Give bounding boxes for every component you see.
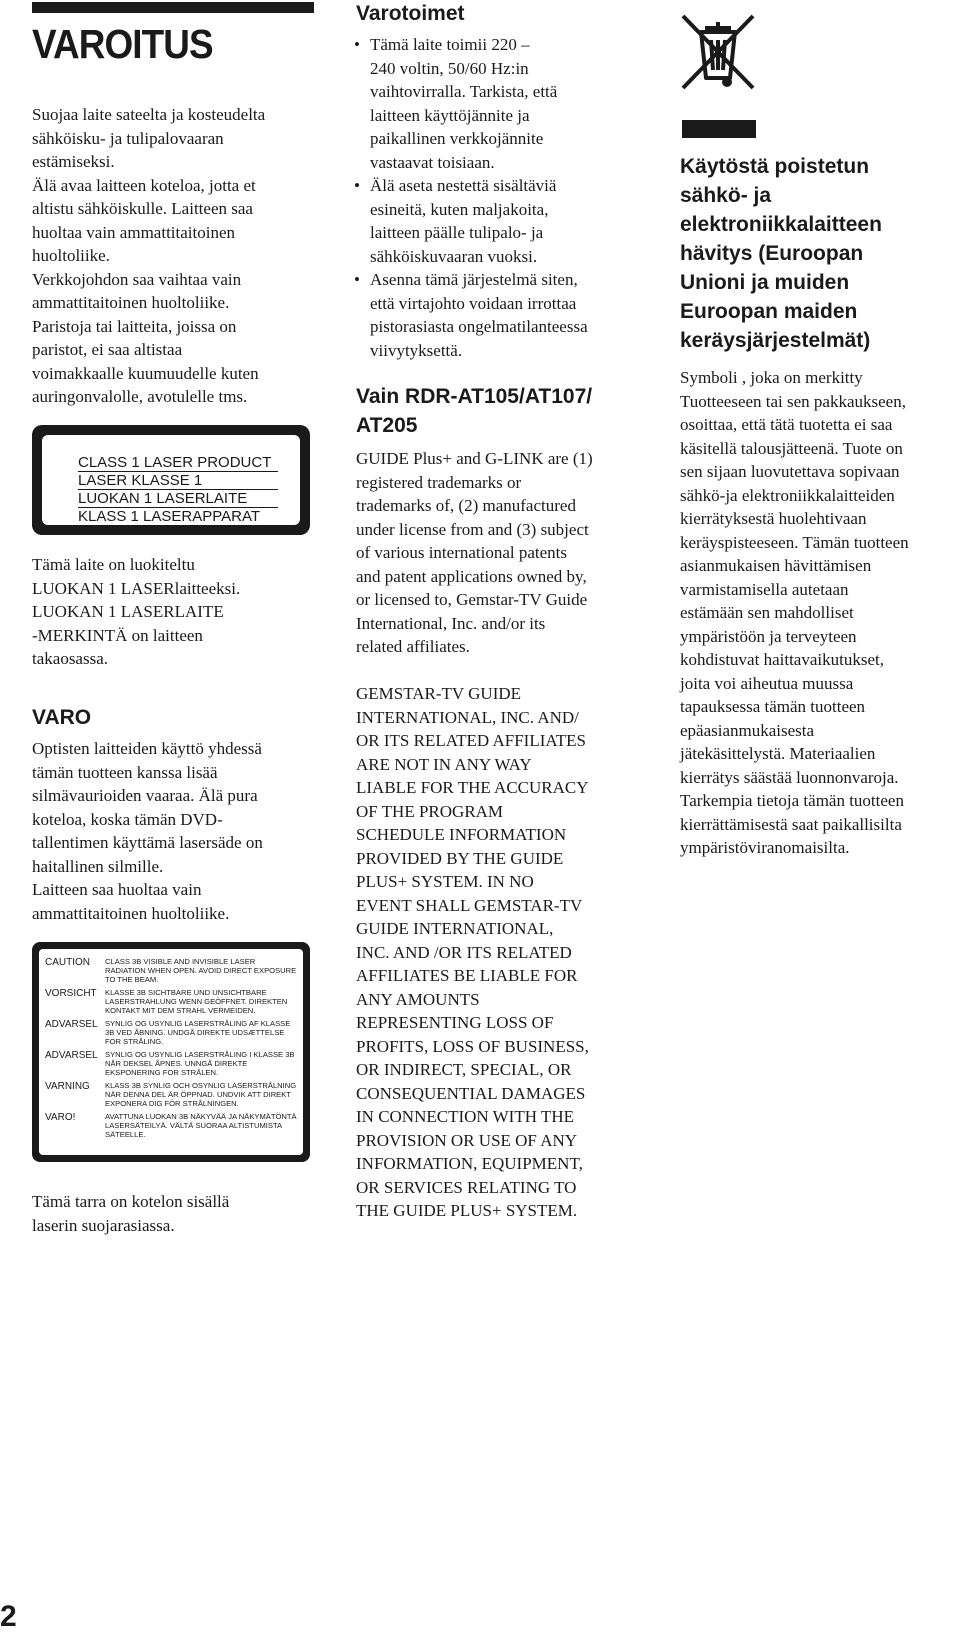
list-item bbox=[352, 268, 642, 362]
text-line: Optisten laitteiden käyttö yhdessä bbox=[32, 739, 262, 758]
text-line: LUOKAN 1 LASERLAITE bbox=[32, 602, 224, 621]
warning-text: KLASSE 3B SICHTBARE UND UNSICHTBARE LASERSTRAHLUNG WENN GEÖFFNET. DIREKTEN KONTAKT MIT DEM STRAHL VERMEIDEN. bbox=[105, 988, 288, 1015]
heading-line: Euroopan maiden bbox=[680, 300, 858, 323]
warning-language: ADVARSEL bbox=[45, 1050, 98, 1061]
text-line: GEMSTAR-TV GUIDE bbox=[356, 684, 522, 703]
list-item bbox=[352, 174, 642, 268]
text-line: asianmukaisen hävittämisen bbox=[680, 556, 872, 575]
text-line: OF THE PROGRAM bbox=[356, 801, 504, 821]
text-line: • Tämä laite toimii 220 – bbox=[370, 35, 530, 54]
text-line: AFFILIATES BE LIABLE FOR bbox=[356, 966, 578, 985]
model-heading bbox=[356, 382, 592, 440]
warning-language: CAUTION bbox=[45, 957, 90, 968]
text-line: ympäristöön ja terveyteen bbox=[680, 626, 857, 646]
laser-label-line: CLASS 1 LASER PRODUCT bbox=[78, 455, 278, 472]
text-line: or licensed to, Gemstar-TV Guide bbox=[356, 590, 588, 609]
disposal-text bbox=[680, 366, 960, 860]
warning-language: ADVARSEL bbox=[45, 1019, 98, 1030]
precautions-list bbox=[352, 33, 642, 362]
text-line: haitallinen silmille. bbox=[32, 856, 164, 876]
trademark-text bbox=[356, 447, 656, 659]
heading-line: Käytöstä poistetun bbox=[680, 155, 870, 178]
text-line: kohdistuvat haittavaikutukset, bbox=[680, 650, 884, 669]
label-location-text bbox=[32, 1190, 322, 1237]
text-line: INTERNATIONAL, INC. AND/ bbox=[356, 707, 579, 727]
text-line: paikallinen verkkojännite bbox=[370, 129, 544, 148]
text-line: pistorasiasta ongelmatilanteessa bbox=[370, 317, 588, 336]
varo-heading: VARO bbox=[32, 706, 92, 729]
text-line: joita voi aiheutua muussa bbox=[680, 673, 854, 693]
text-line: LUOKAN 1 LASERlaitteeksi. bbox=[32, 578, 241, 598]
page-title: VAROITUS bbox=[32, 21, 213, 67]
text-line: International, Inc. and/or its bbox=[356, 613, 546, 633]
text-line: Tämä laite on luokiteltu bbox=[32, 555, 195, 574]
intro-text bbox=[32, 103, 322, 409]
text-line: Älä avaa laitteen koteloa, jotta et bbox=[32, 175, 256, 195]
warning-language: VORSICHT bbox=[45, 988, 97, 999]
text-line: osoittaa, että tätä tuotetta ei saa bbox=[680, 415, 893, 434]
list-item bbox=[352, 33, 642, 174]
warning-row bbox=[45, 1050, 297, 1077]
text-line: vaihtovirralla. Tarkista, että bbox=[370, 82, 558, 101]
text-line: INC. AND /OR ITS RELATED bbox=[356, 942, 572, 962]
varo-text bbox=[32, 737, 332, 925]
disposal-heading bbox=[680, 152, 950, 355]
text-line: GUIDE INTERNATIONAL, bbox=[356, 919, 554, 938]
warning-text: SYNLIG OG USYNLIG LASERSTRÅLING I KLASSE 3B NÅR DEKSEL ÅPNES. UNNGÅ DIREKTE EKSPONERING FOR STRÅLEN. bbox=[105, 1050, 295, 1077]
heading-line: Unioni ja muiden bbox=[680, 271, 850, 294]
text-line: sen sijaan luovutettava sopivaan bbox=[680, 462, 900, 481]
bin-symbol-bar bbox=[682, 120, 756, 138]
text-line: ympäristöviranomaisilta. bbox=[680, 838, 850, 857]
text-line: ARE NOT IN ANY WAY bbox=[356, 754, 532, 774]
warning-row bbox=[45, 988, 297, 1015]
text-line: tallentimen käyttämä lasersäde on bbox=[32, 833, 263, 852]
warning-language: VARNING bbox=[45, 1081, 90, 1092]
text-line: THE GUIDE PLUS+ SYSTEM. bbox=[356, 1201, 578, 1220]
text-line: laserin suojarasiassa. bbox=[32, 1215, 175, 1235]
text-line: REPRESENTING LOSS OF bbox=[356, 1013, 554, 1032]
text-line: auringonvalolle, avotulelle tms. bbox=[32, 387, 248, 406]
text-line: registered trademarks or bbox=[356, 472, 522, 492]
text-line: IN CONNECTION WITH THE bbox=[356, 1107, 574, 1126]
text-line: • Älä aseta nestettä sisältäviä bbox=[370, 176, 557, 195]
text-line: sähköiskuvaaran vuoksi. bbox=[370, 246, 538, 266]
text-line: of various international patents bbox=[356, 543, 568, 562]
text-line: keräyspisteeseen. Tämän tuotteen bbox=[680, 532, 909, 552]
text-line: under license from and (3) subject bbox=[356, 519, 589, 539]
text-line: CONSEQUENTIAL DAMAGES bbox=[356, 1083, 586, 1103]
text-line: Tuotteeseen tai sen pakkaukseen, bbox=[680, 391, 906, 411]
text-line: Symboli , joka on merkitty bbox=[680, 368, 863, 387]
heading-line: AT205 bbox=[356, 414, 418, 437]
text-line: jätekäsittelystä. Materiaalien bbox=[680, 744, 876, 763]
warning-text: AVATTUNA LUOKAN 3B NÄKYVÄÄ JA NÄKYMÄTÖNTÄ LASERSÄTEILYÄ. VÄLTÄ SUORAA ALTISTUMISTA SÄTEELLE. bbox=[105, 1112, 297, 1139]
text-line: kierrätyksestä huolehtivaan bbox=[680, 509, 867, 528]
text-line: varmistamisella autetaan bbox=[680, 579, 849, 599]
text-line: INFORMATION, EQUIPMENT, bbox=[356, 1154, 583, 1173]
laser-label-line: LUOKAN 1 LASERLAITE bbox=[78, 491, 278, 508]
laser-class-label bbox=[32, 425, 310, 535]
text-line: sähkö-ja elektroniikkalaitteiden bbox=[680, 485, 895, 505]
crossed-out-wheelie-bin-icon bbox=[677, 12, 759, 92]
text-line: huoltaa vain ammattitaitoinen bbox=[32, 222, 235, 242]
text-line: paristot, ei saa altistaa bbox=[32, 340, 183, 359]
text-line: voimakkaalle kuumuudelle kuten bbox=[32, 363, 259, 383]
warning-row bbox=[45, 1081, 297, 1108]
heading-line: keräysjärjestelmät) bbox=[680, 329, 871, 352]
text-line: PROFITS, LOSS OF BUSINESS, bbox=[356, 1036, 589, 1056]
text-line: kierrättämisestä saat paikallisilta bbox=[680, 814, 902, 834]
text-line: -MERKINTÄ on laitteen bbox=[32, 625, 203, 645]
text-line: huoltoliike. bbox=[32, 246, 110, 265]
laser-label-line: KLASS 1 LASERAPPARAT bbox=[78, 509, 278, 526]
warning-row bbox=[45, 1019, 297, 1046]
heading-line: sähkö- ja bbox=[680, 184, 772, 207]
heading-line: Vain RDR-AT105/AT107/ bbox=[356, 385, 593, 408]
text-line: esineitä, kuten maljakoita, bbox=[370, 199, 549, 219]
text-line: • Asenna tämä järjestelmä siten, bbox=[370, 270, 578, 289]
heading-line: elektroniikkalaitteen bbox=[680, 213, 882, 236]
text-line: PROVIDED BY THE GUIDE bbox=[356, 848, 564, 868]
text-line: vastaavat toisiaan. bbox=[370, 152, 495, 172]
laser-warning-label bbox=[32, 942, 310, 1162]
text-line: EVENT SHALL GEMSTAR-TV bbox=[356, 895, 583, 915]
page-number: 2 bbox=[0, 1600, 17, 1633]
warning-text: CLASS 3B VISIBLE AND INVISIBLE LASER RADIATION WHEN OPEN. AVOID DIRECT EXPOSURE TO THE BEAM. bbox=[105, 957, 297, 984]
text-line: tämän tuotteen kanssa lisää bbox=[32, 762, 218, 782]
heading-line: hävitys (Euroopan bbox=[680, 242, 864, 265]
text-line: trademarks of, (2) manufactured bbox=[356, 496, 576, 515]
text-line: Tarkempia tietoja tämän tuotteen bbox=[680, 791, 904, 810]
text-line: GUIDE Plus+ and G-LINK are (1) bbox=[356, 449, 593, 468]
warning-language: VARO! bbox=[45, 1112, 76, 1123]
text-line: käsitellä talousjätteenä. Tuote on bbox=[680, 438, 903, 458]
text-line: Tämä tarra on kotelon sisällä bbox=[32, 1192, 230, 1211]
text-line: estämään sen mahdolliset bbox=[680, 603, 854, 622]
text-line: altistu sähköiskulle. Laitteen saa bbox=[32, 199, 253, 218]
text-line: 240 voltin, 50/60 Hz:in bbox=[370, 58, 529, 78]
text-line: laitteen käyttöjännite ja bbox=[370, 105, 530, 125]
warning-row bbox=[45, 957, 297, 984]
text-line: PLUS+ SYSTEM. IN NO bbox=[356, 872, 534, 891]
text-line: OR ITS RELATED AFFILIATES bbox=[356, 731, 586, 750]
text-line: LIABLE FOR THE ACCURACY bbox=[356, 778, 589, 797]
text-line: että virtajohto voidaan irrottaa bbox=[370, 293, 577, 313]
text-line: OR SERVICES RELATING TO bbox=[356, 1177, 577, 1197]
warning-text: KLASS 3B SYNLIG OCH OSYNLIG LASERSTRÅLNING NÄR DENNA DEL ÄR ÖPPNAD. UNDVIK ATT DIREKT EXPONERA DIG FÖR STRÅLNINGEN. bbox=[105, 1081, 297, 1108]
text-line: OR INDIRECT, SPECIAL, OR bbox=[356, 1060, 572, 1079]
text-line: SCHEDULE INFORMATION bbox=[356, 825, 567, 844]
laser-label-line: LASER KLASSE 1 bbox=[78, 473, 278, 490]
text-line: laitteen päälle tulipalo- ja bbox=[370, 223, 544, 242]
text-line: ammattitaitoinen huoltoliike. bbox=[32, 293, 230, 312]
text-line: estämiseksi. bbox=[32, 152, 115, 171]
text-line: tapauksessa tämän tuotteen bbox=[680, 697, 866, 716]
warning-text: SYNLIG OG USYNLIG LASERSTRÅLING AF KLASSE 3B VED ÅBNING. UNDGÅ DIREKTE UDSÆTTELSE FOR STRÅLING. bbox=[105, 1019, 291, 1046]
precautions-heading: Varotoimet bbox=[356, 2, 465, 25]
text-line: takaosassa. bbox=[32, 649, 109, 668]
text-line: PROVISION OR USE OF ANY bbox=[356, 1130, 578, 1150]
text-line: Verkkojohdon saa vaihtaa vain bbox=[32, 269, 242, 289]
warning-row bbox=[45, 1112, 297, 1139]
text-line: Suojaa laite sateelta ja kosteudelta bbox=[32, 105, 266, 124]
text-line: viivytyksettä. bbox=[370, 340, 463, 360]
disclaimer-text bbox=[356, 682, 656, 1223]
text-line: epäasianmukaisesta bbox=[680, 720, 815, 740]
text-line: silmävaurioiden vaaraa. Älä pura bbox=[32, 786, 258, 805]
laser-class-text bbox=[32, 553, 322, 671]
text-line: and patent applications owned by, bbox=[356, 566, 587, 586]
text-line: kierrätys säästää luonnonvaroja. bbox=[680, 767, 899, 787]
text-line: koteloa, koska tämän DVD- bbox=[32, 809, 223, 829]
text-line: ANY AMOUNTS bbox=[356, 989, 480, 1009]
text-line: ammattitaitoinen huoltoliike. bbox=[32, 903, 230, 923]
text-line: sähköisku- ja tulipalovaaran bbox=[32, 128, 224, 148]
text-line: related affiliates. bbox=[356, 637, 470, 656]
text-line: Laitteen saa huoltaa vain bbox=[32, 880, 202, 899]
text-line: Paristoja tai laitteita, joissa on bbox=[32, 316, 237, 336]
top-rule bbox=[32, 2, 314, 13]
